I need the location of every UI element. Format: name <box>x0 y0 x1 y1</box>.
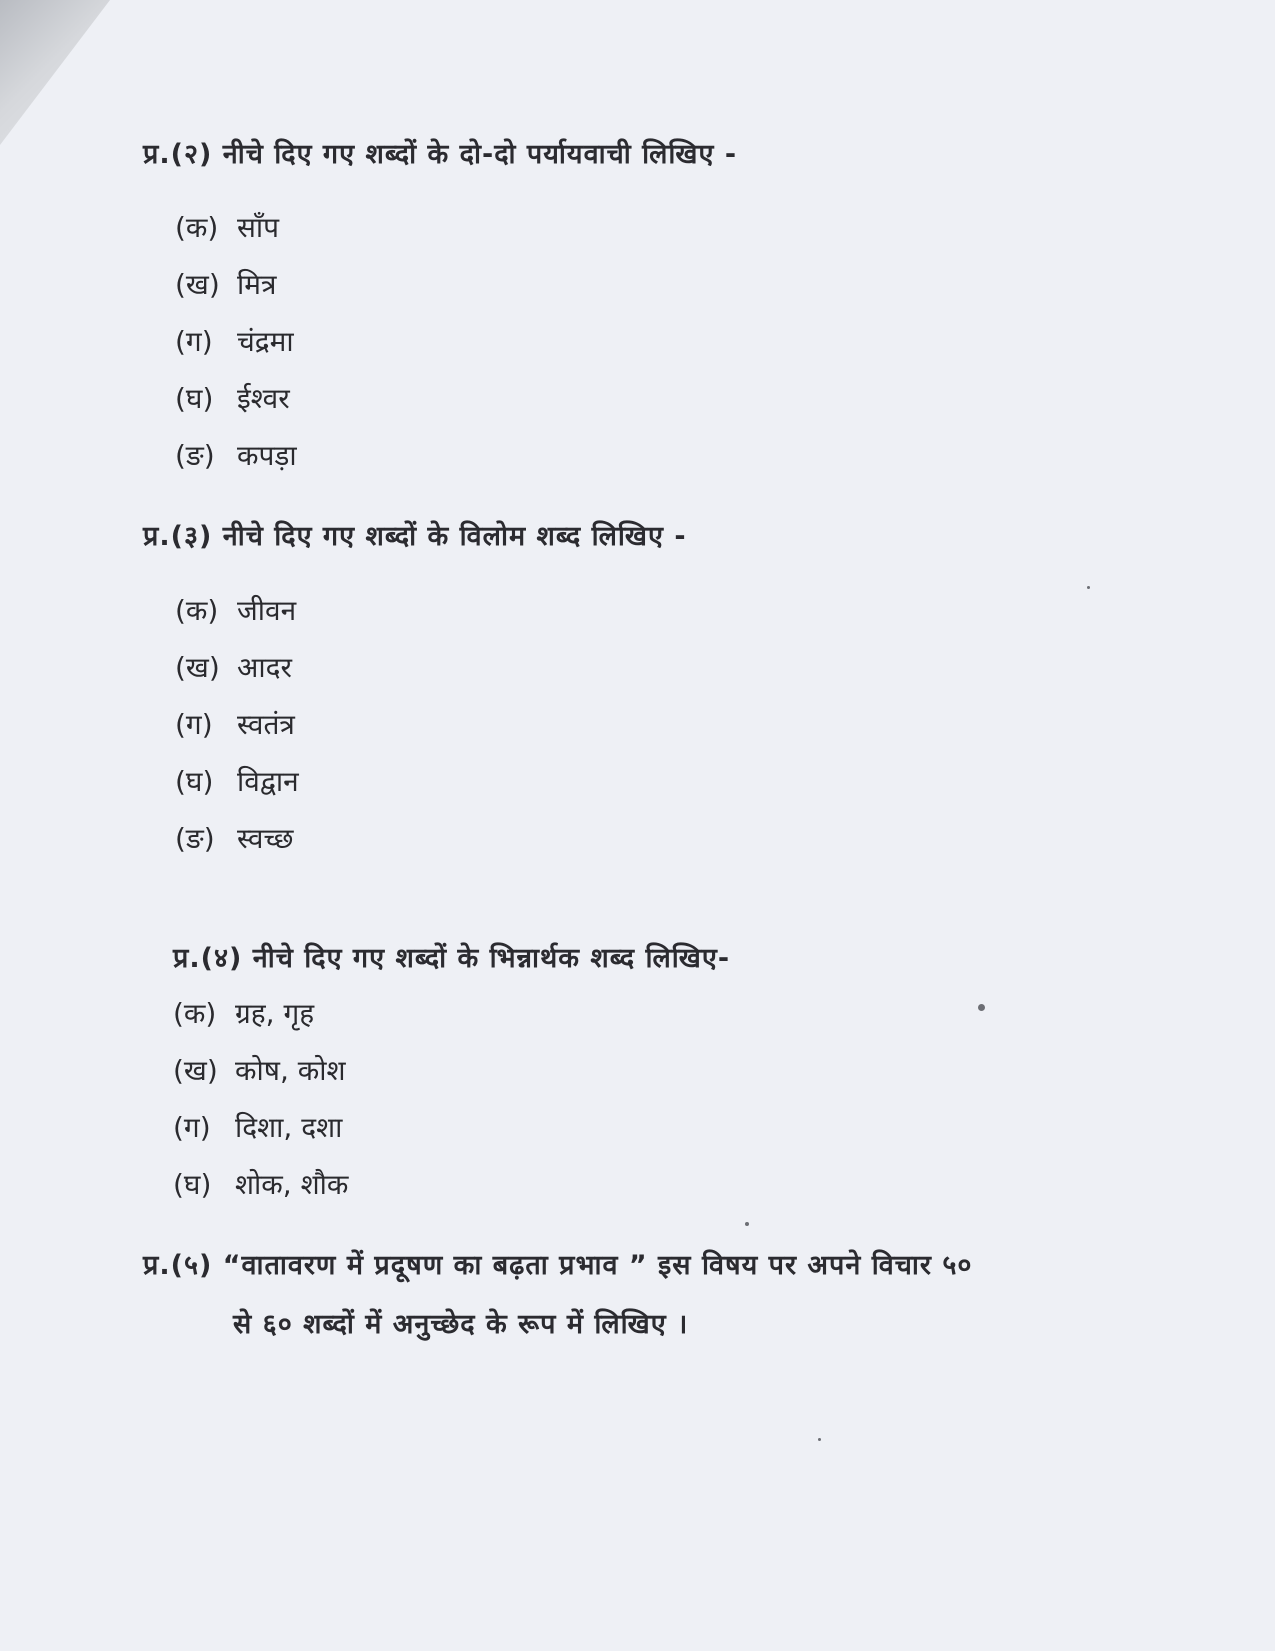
question-3-heading: प्र.(३) नीचे दिए गए शब्दों के विलोम शब्द लिखिए - <box>143 521 687 552</box>
item-marker: (ख) <box>175 650 220 684</box>
item-text: चंद्रमा <box>237 324 294 358</box>
item-text: कपड़ा <box>237 438 297 472</box>
item-marker: (क) <box>175 210 219 244</box>
item-marker: (ख) <box>175 267 220 301</box>
item-text: साँप <box>237 210 280 244</box>
item-marker: (क) <box>173 996 217 1030</box>
item-text: जीवन <box>237 593 297 627</box>
question-2-heading: प्र.(२) नीचे दिए गए शब्दों के दो-दो पर्यायवाची लिखिए - <box>143 139 738 170</box>
list-item <box>173 1041 348 1098</box>
item-marker: (घ) <box>173 1167 212 1201</box>
question-5 <box>143 1245 1123 1341</box>
list-item <box>175 198 297 255</box>
list-item <box>175 581 299 638</box>
item-text: विद्वान <box>237 764 299 798</box>
item-marker: (घ) <box>175 381 214 415</box>
list-item <box>175 369 297 426</box>
question-4-list <box>173 984 348 1212</box>
speck <box>978 1004 985 1011</box>
speck <box>1087 586 1090 589</box>
list-item <box>175 255 297 312</box>
page-fold-corner <box>0 0 110 145</box>
item-marker: (ङ) <box>175 821 215 855</box>
list-item <box>175 695 299 752</box>
item-marker: (ग) <box>175 707 213 741</box>
list-item <box>173 1155 348 1212</box>
list-item <box>175 638 299 695</box>
list-item <box>173 1098 348 1155</box>
item-marker: (ग) <box>173 1110 211 1144</box>
list-item <box>173 984 348 1041</box>
question-5-line-2: से ६० शब्दों में अनुच्छेद के रूप में लिखिए । <box>233 1309 689 1340</box>
list-item <box>175 752 299 809</box>
speck <box>818 1438 821 1441</box>
item-text: आदर <box>237 650 292 684</box>
question-4-heading: प्र.(४) नीचे दिए गए शब्दों के भिन्नार्थक शब्द लिखिए- <box>173 943 731 974</box>
speck <box>745 1222 749 1226</box>
item-text: ग्रह, गृह <box>235 996 315 1030</box>
item-text: ईश्वर <box>237 381 290 415</box>
item-text: शोक, शौक <box>235 1167 349 1201</box>
item-text: मित्र <box>237 267 277 301</box>
item-text: कोष, कोश <box>235 1053 346 1087</box>
question-5-line-1: प्र.(५) “वातावरण में प्रदूषण का बढ़ता प्रभाव ” इस विषय पर अपने विचार ५० <box>143 1250 973 1281</box>
item-marker: (ङ) <box>175 438 215 472</box>
item-marker: (ख) <box>173 1053 218 1087</box>
item-marker: (क) <box>175 593 219 627</box>
item-marker: (ग) <box>175 324 213 358</box>
list-item <box>175 426 297 483</box>
question-2-list <box>175 198 297 483</box>
list-item <box>175 809 299 866</box>
list-item <box>175 312 297 369</box>
item-text: दिशा, दशा <box>235 1110 343 1144</box>
item-text: स्वच्छ <box>237 821 294 855</box>
item-marker: (घ) <box>175 764 214 798</box>
question-3-list <box>175 581 299 866</box>
item-text: स्वतंत्र <box>237 707 295 741</box>
